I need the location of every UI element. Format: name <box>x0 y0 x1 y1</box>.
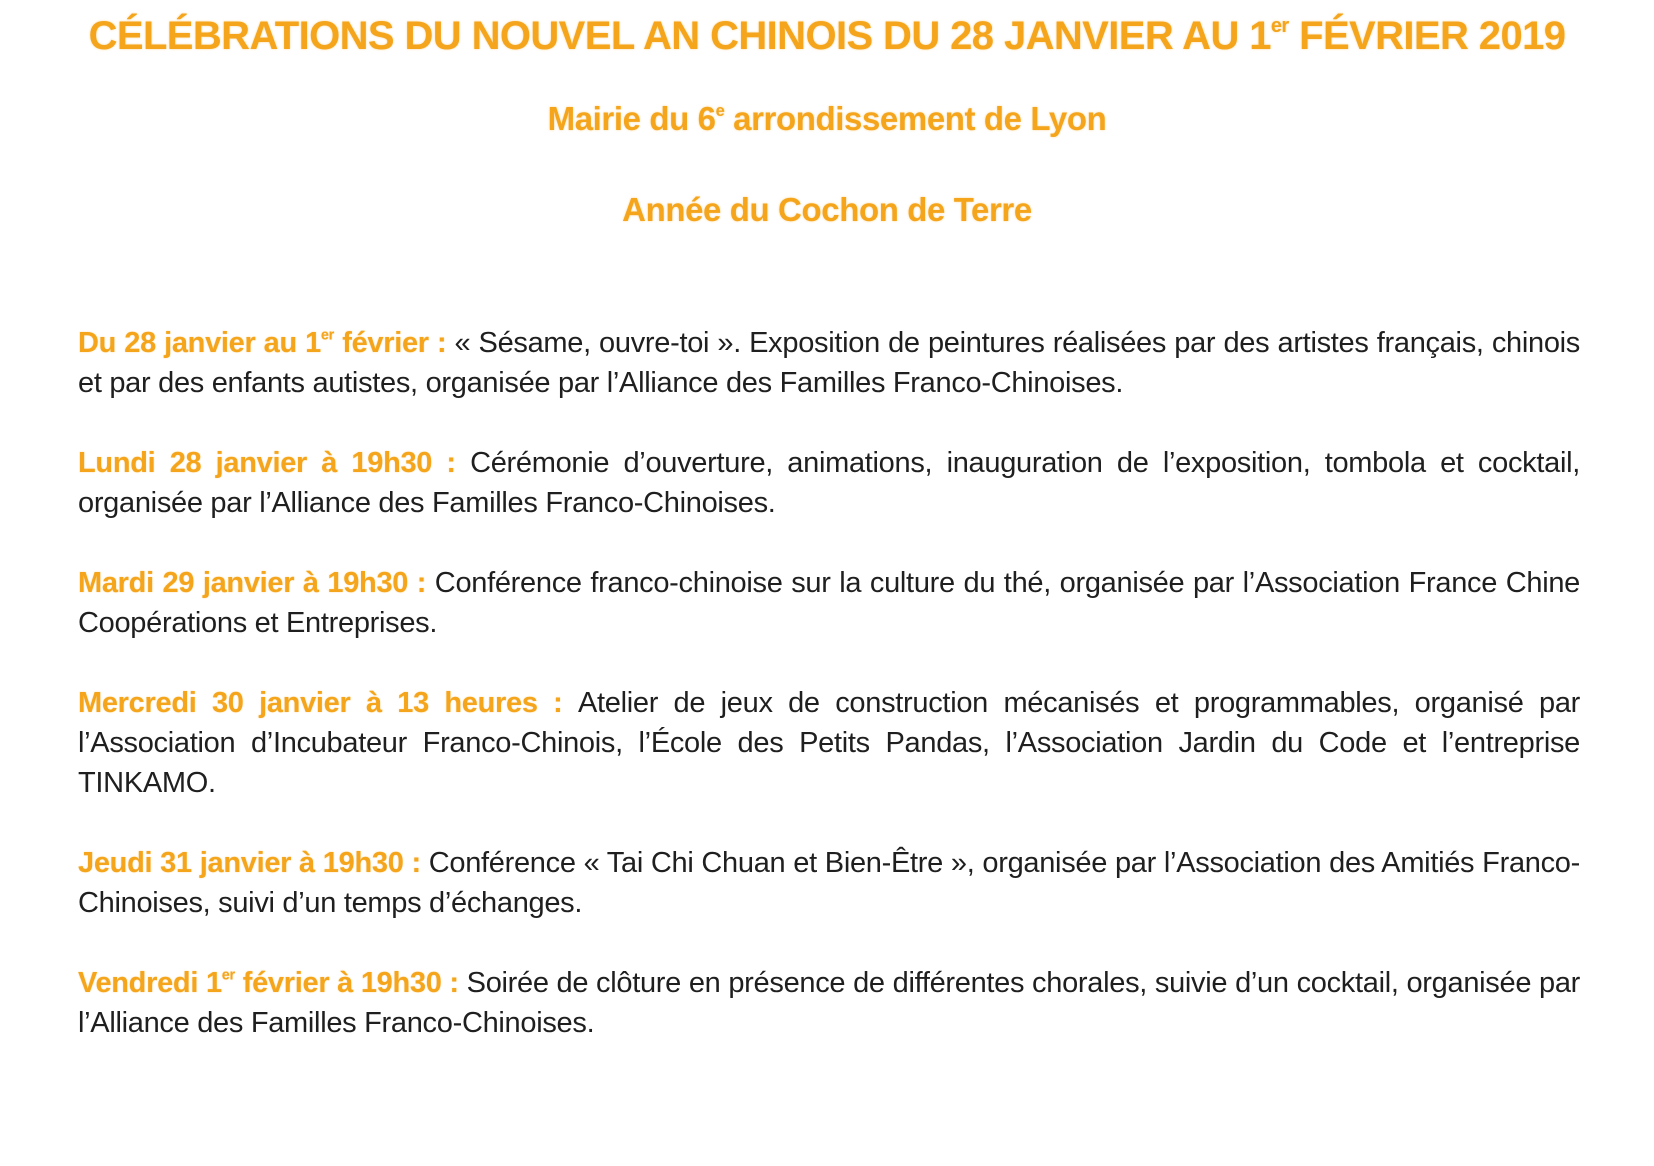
subtitle-superscript: e <box>715 101 725 120</box>
event-item-5 <box>78 843 1580 923</box>
event-item-1 <box>78 323 1580 403</box>
title-end: FÉVRIER 2019 <box>1288 14 1566 58</box>
event-date: Mercredi 30 janvier à 13 heures : <box>78 687 578 719</box>
subtitle-main: Mairie du 6 <box>547 100 716 137</box>
event-description: Conférence « Tai Chi Chuan et Bien-Être », organisée par l’Association des Amitiés Franco-Chinoises, suivi d’un temps d’échanges. <box>78 847 1580 919</box>
event-date: Mardi 29 janvier à 19h30 : <box>78 567 435 599</box>
event-description: Conférence franco-chinoise sur la culture du thé, organisée par l’Association France Chine Coopérations et Entreprises. <box>78 567 1580 639</box>
event-date: Jeudi 31 janvier à 19h30 : <box>78 847 429 879</box>
page-subtitle <box>0 100 1654 138</box>
event-item-6 <box>78 963 1580 1043</box>
event-description: Atelier de jeux de construction mécanisés et programmables, organisé par l’Association d’Incubateur Franco-Chinois, l’École des Petits Pandas, l’Association Jardin du Code et l’entreprise TINKAMO. <box>78 687 1581 799</box>
event-date: Lundi 28 janvier à 19h30 : <box>78 447 471 479</box>
event-item-3 <box>78 563 1580 643</box>
event-item-4 <box>78 683 1580 803</box>
subtitle-end: arrondissement de Lyon <box>724 100 1107 137</box>
title-superscript: er <box>1270 15 1289 37</box>
event-description: Cérémonie d’ouverture, animations, inauguration de l’exposition, tombola et cocktail, organisée par l’Alliance des Familles Franco-Chinoises. <box>78 447 1580 519</box>
year-name: Année du Cochon de Terre <box>622 191 1032 228</box>
event-date: Vendredi 1er février à 19h30 : <box>78 967 467 999</box>
page-title <box>0 14 1654 59</box>
event-description: Soirée de clôture en présence de différentes chorales, suivie d’un cocktail, organisée par l’Alliance des Familles Franco-Chinoises. <box>78 967 1581 1039</box>
event-list <box>78 323 1580 1083</box>
event-date: Du 28 janvier au 1er février : <box>78 327 455 359</box>
title-main: CÉLÉBRATIONS DU NOUVEL AN CHINOIS DU 28 JANVIER AU 1 <box>88 14 1271 58</box>
event-description: « Sésame, ouvre-toi ». Exposition de peintures réalisées par des artistes français, chinois et par des enfants autistes, organisée par l’Alliance des Familles Franco-Chinoises. <box>78 327 1581 399</box>
event-item-2 <box>78 443 1580 523</box>
